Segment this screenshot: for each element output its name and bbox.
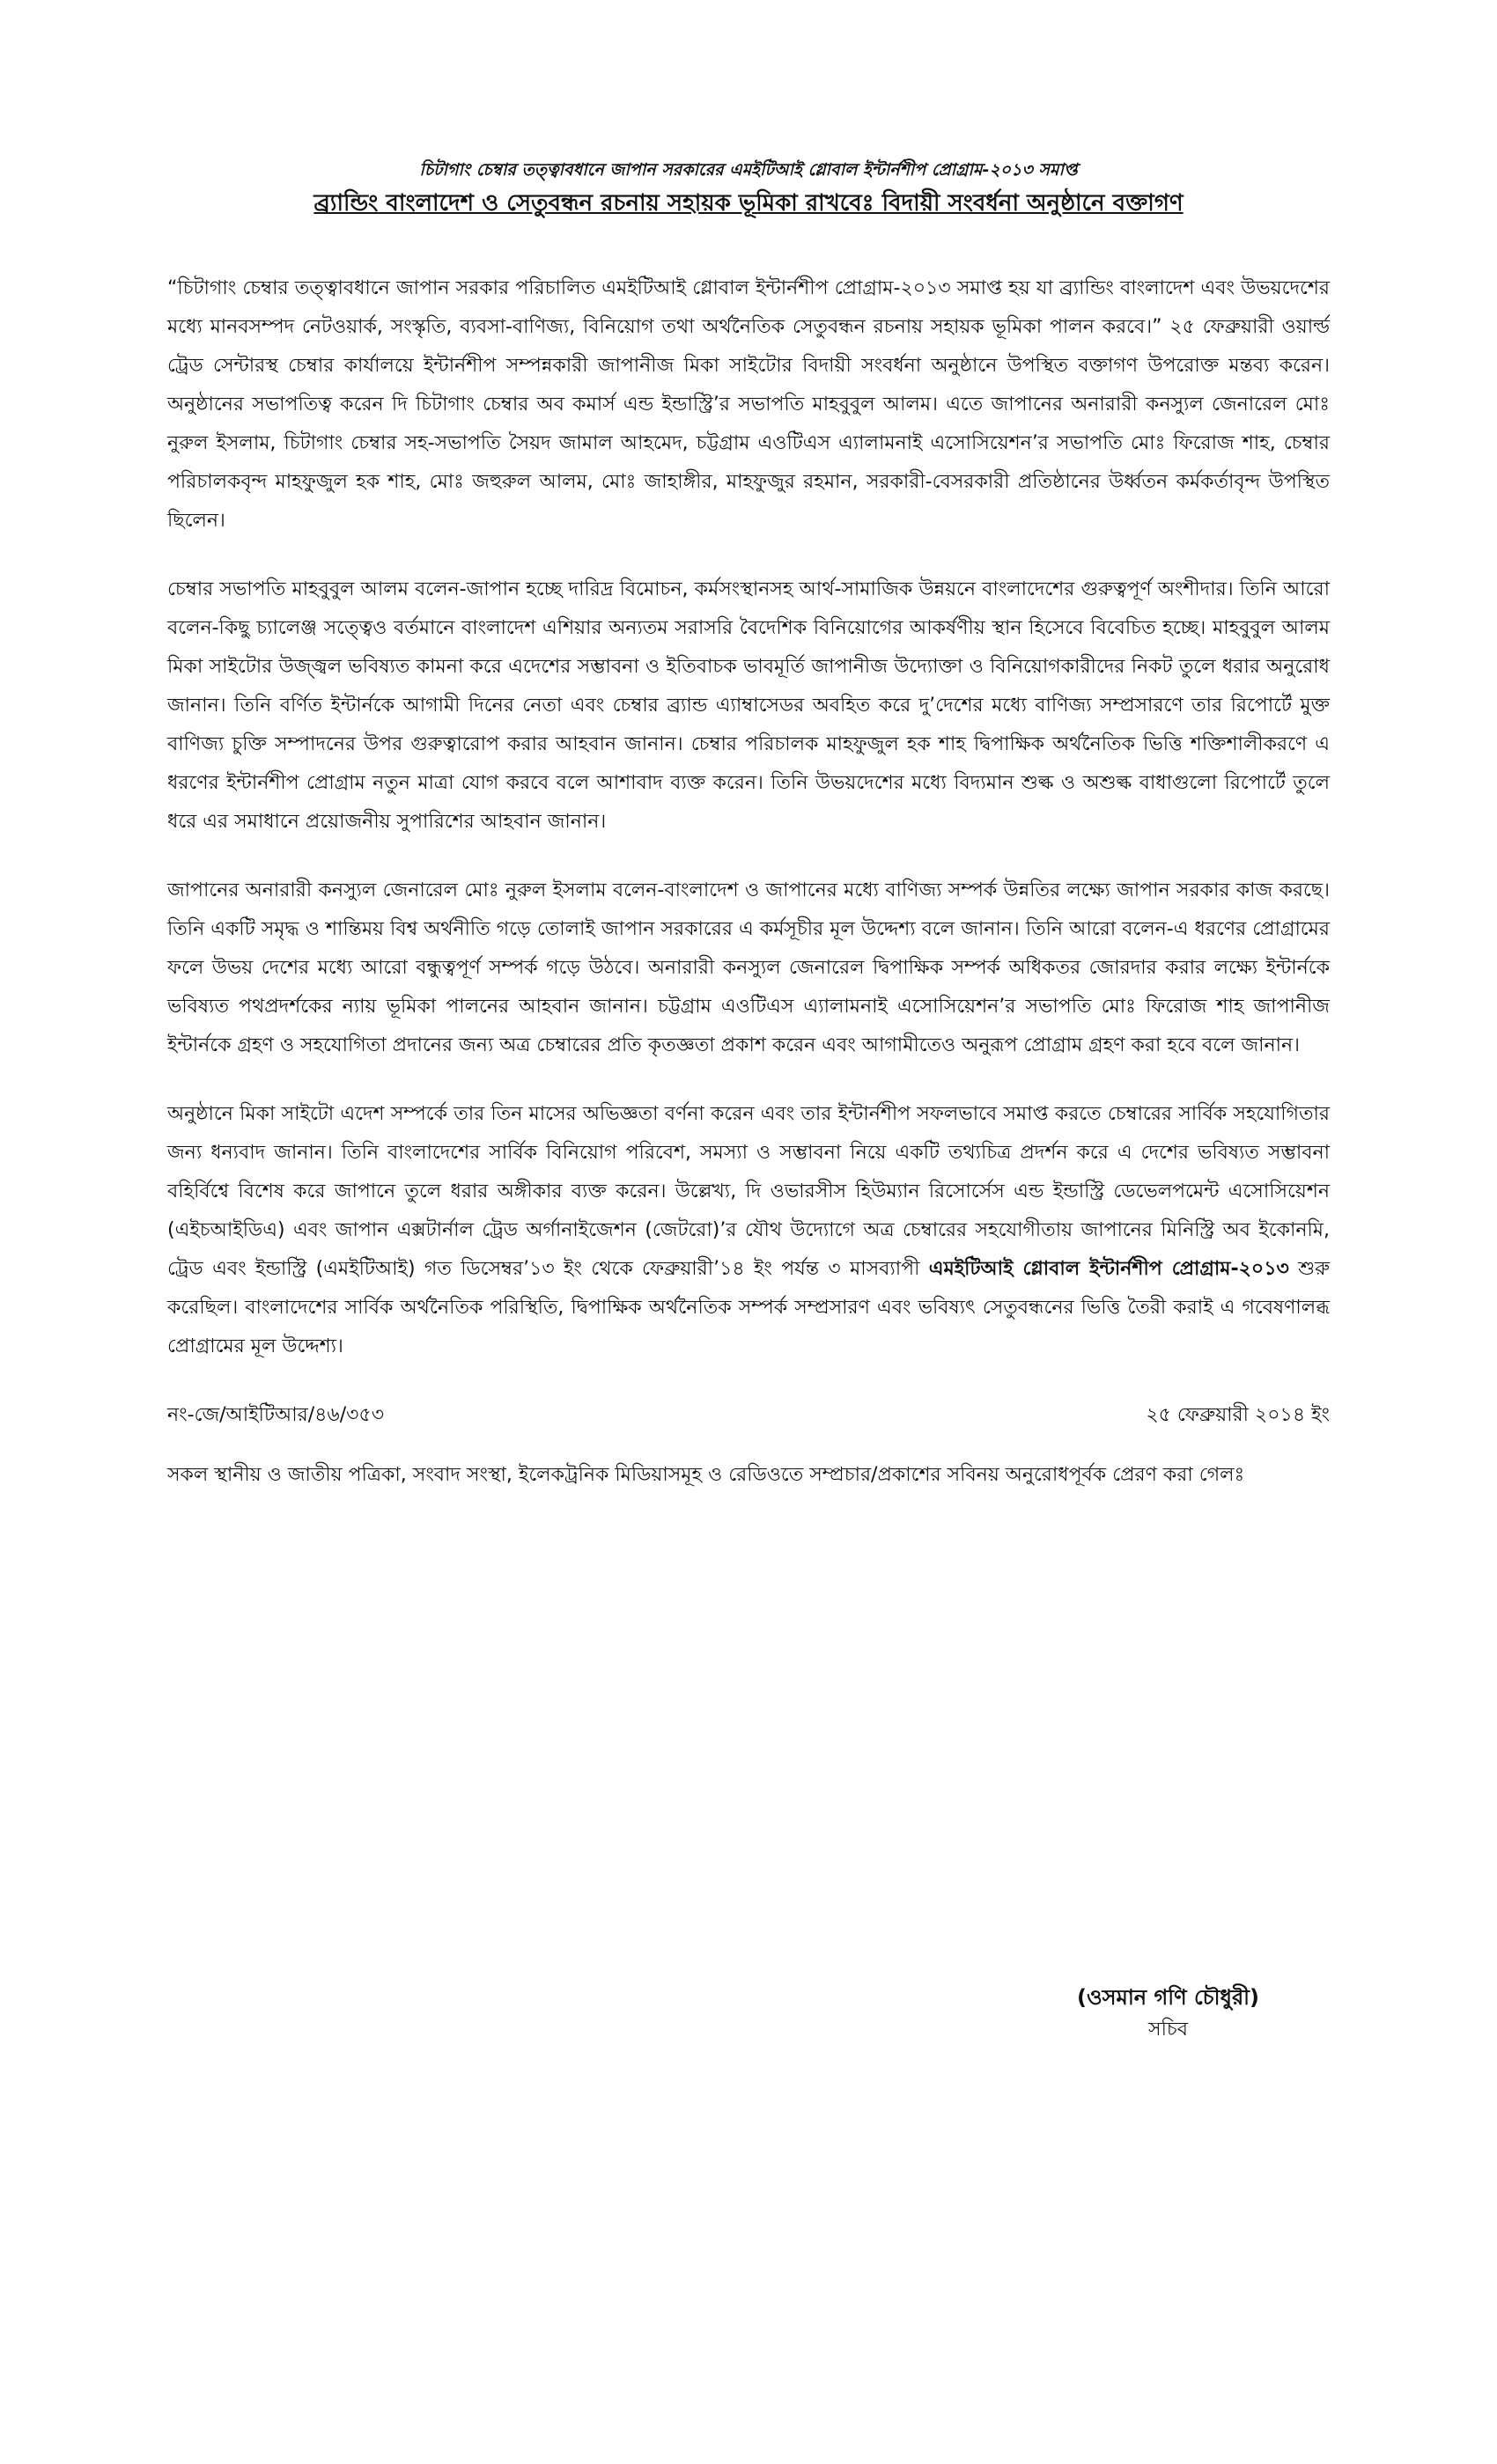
body-text — [167, 269, 1330, 1366]
paragraph-4-text-end: শুরু করেছিল। বাংলাদেশের সার্বিক অর্থনৈতিক পরিস্থিতি, দ্বিপাক্ষিক অর্থনৈতিক সম্পর্ক সম্প্রসারণ এবং ভবিষ্যৎ সেতুবন্ধনের ভিত্তি তৈরী করাই এ গবেষণালব্ধ প্রোগ্রামের মূল উদ্দেশ্য। — [167, 1258, 1330, 1357]
paragraph-4 — [167, 1095, 1330, 1366]
signature-block — [1077, 1981, 1259, 2046]
paragraph-4-text-start: অনুষ্ঠানে মিকা সাইটো এদেশ সম্পর্কে তার তিন মাসের অভিজ্ঞতা বর্ণনা করেন এবং তার ইন্টার্নশীপ সফলভাবে সমাপ্ত করতে চেম্বারের সার্বিক সহযোগিতার জন্য ধন্যবাদ জানান। তিনি বাংলাদেশের সার্বিক বিনিয়োগ পরিবেশ, সমস্যা ও সম্ভাবনা নিয়ে একটি তথ্যচিত্র প্রদর্শন করে এ দেশের ভবিষ্যত সম্ভাবনা বহির্বিশ্বে বিশেষ করে জাপানে তুলে ধরার অঙ্গীকার ব্যক্ত করেন। উল্লেখ্য, দি ওভারসীস হিউম্যান রিসোর্সেস এন্ড ইন্ডাস্ট্রি ডেভেলপমেন্ট এসোসিয়েশন (এইচআইডিএ) এবং জাপান এক্সটার্নাল ট্রেড অর্গানাইজেশন (জেটরো)’র যৌথ উদ্যোগে অত্র চেম্বারের সহযোগীতায় জাপানের মিনিস্ট্রি অব ইকোনমি, ট্রেড এবং ইন্ডাস্ট্রি (এমইটিআই) গত ডিসেম্বর’১৩ ইং থেকে ফেব্রুয়ারী’১৪ ইং পর্যন্ত ৩ মাসব্যাপী — [167, 1103, 1330, 1280]
subheading: চিটাগাং চেম্বার তত্ত্বাবধানে জাপান সরকারের এমইটিআই গ্লোবাল ইন্টার্নশীপ প্রোগ্রাম-২০১৩ সমাপ্ত — [419, 160, 1078, 180]
signatory-title: সচিব — [1148, 2019, 1188, 2041]
paragraph-3: জাপানের অনারারী কনস্যুল জেনারেল মোঃ নুরুল ইসলাম বলেন-বাংলাদেশ ও জাপানের মধ্যে বাণিজ্য সম্পর্ক উন্নতির লক্ষ্যে জাপান সরকার কাজ করছে। তিনি একটি সমৃদ্ধ ও শান্তিময় বিশ্ব অর্থনীতি গড়ে তোলাই জাপান সরকারের এ কর্মসূচীর মূল উদ্দেশ্য বলে জানান। তিনি আরো বলেন-এ ধরণের প্রোগ্রামের ফলে উভয় দেশের মধ্যে আরো বন্ধুত্বপূর্ণ সম্পর্ক গড়ে উঠবে। অনারারী কনস্যুল জেনারেল দ্বিপাক্ষিক সম্পর্ক অধিকতর জোরদার করার লক্ষ্যে ইন্টার্নকে ভবিষ্যত পথপ্রদর্শকের ন্যায় ভূমিকা পালনের আহবান জানান। চট্টগ্রাম এওটিএস এ্যালামনাই এসোসিয়েশন’র সভাপতি মোঃ ফিরোজ শাহ জাপানীজ ইন্টার্নকে গ্রহণ ও সহযোগিতা প্রদানের জন্য অত্র চেম্বারের প্রতি কৃতজ্ঞতা প্রকাশ করেন এবং আগামীতেও অনুরূপ প্রোগ্রাম গ্রহণ করা হবে বলে জানান। — [167, 879, 1330, 1056]
reference-number: নং-জে/আইটিআর/৪৬/৩৫৩ — [167, 1404, 384, 1426]
distribution-note: সকল স্থানীয় ও জাতীয় পত্রিকা, সংবাদ সংস্থা, ইলেকট্রনিক মিডিয়াসমূহ ও রেডিওতে সম্প্রচার/প্রকাশের সবিনয় অনুরোধপূর্বক প্রেরণ করা গেলঃ — [167, 1464, 1245, 1486]
release-date: ২৫ ফেব্রুয়ারী ২০১৪ ইং — [1146, 1404, 1330, 1426]
signatory-name: (ওসমান গণি চৌধুরী) — [1077, 1985, 1259, 2010]
paragraph-1: “চিটাগাং চেম্বার তত্ত্বাবধানে জাপান সরকার পরিচালিত এমইটিআই গ্লোবাল ইন্টার্নশীপ প্রোগ্রাম-২০১৩ সমাপ্ত হয় যা ব্র্যান্ডিং বাংলাদেশ এবং উভয়দেশের মধ্যে মানবসম্পদ নেটওয়ার্ক, সংস্কৃতি, ব্যবসা-বাণিজ্য, বিনিয়োগ তথা অর্থনৈতিক সেতুবন্ধন রচনায় সহায়ক ভূমিকা পালন করবে।” ২৫ ফেব্রুয়ারী ওয়ার্ল্ড ট্রেড সেন্টারস্থ চেম্বার কার্যালয়ে ইন্টার্নশীপ সম্পন্নকারী জাপানীজ মিকা সাইটোর বিদায়ী সংবর্ধনা অনুষ্ঠানে উপস্থিত বক্তাগণ উপরোক্ত মন্তব্য করেন। অনুষ্ঠানের সভাপতিত্ব করেন দি চিটাগাং চেম্বার অব কমার্স এন্ড ইন্ডাস্ট্রি’র সভাপতি মাহবুবুল আলম। এতে জাপানের অনারারী কনস্যুল জেনারেল মোঃ নুরুল ইসলাম, চিটাগাং চেম্বার সহ-সভাপতি সৈয়দ জামাল আহমেদ, চট্টগ্রাম এওটিএস এ্যালামনাই এসোসিয়েশন’র সভাপতি মোঃ ফিরোজ শাহ, চেম্বার পরিচালকবৃন্দ মাহফুজুল হক শাহ, মোঃ জহুরুল আলম, মোঃ জাহাঙ্গীর, মাহফুজুর রহমান, সরকারী-বেসরকারী প্রতিষ্ঠানের উর্ধ্বতন কর্মকর্তাবৃন্দ উপস্থিত ছিলেন। — [167, 277, 1330, 532]
program-name-bold: এমইটিআই গ্লোবাল ইন্টার্নশীপ প্রোগ্রাম-২০১৩ — [928, 1258, 1289, 1280]
paragraph-2: চেম্বার সভাপতি মাহবুবুল আলম বলেন-জাপান হচ্ছে দারিদ্র বিমোচন, কর্মসংস্থানসহ আর্থ-সামাজিক উন্নয়নে বাংলাদেশের গুরুত্বপূর্ণ অংশীদার। তিনি আরো বলেন-কিছু চ্যালেঞ্জ সত্ত্বেও বর্তমানে বাংলাদেশ এশিয়ার অন্যতম সরাসরি বৈদেশিক বিনিয়োগের আকর্ষণীয় স্থান হিসেবে বিবেচিত হচ্ছে। মাহবুবুল আলম মিকা সাইটোর উজ্জ্বল ভবিষ্যত কামনা করে এদেশের সম্ভাবনা ও ইতিবাচক ভাবমূর্তি জাপানীজ উদ্যোক্তা ও বিনিয়োগকারীদের নিকট তুলে ধরার অনুরোধ জানান। তিনি বর্ণিত ইন্টার্নকে আগামী দিনের নেতা এবং চেম্বার ব্র্যান্ড এ্যাম্বাসেডর অবহিত করে দু’দেশের মধ্যে বাণিজ্য সম্প্রসারণে তার রিপোর্টে মুক্ত বাণিজ্য চুক্তি সম্পাদনের উপর গুরুত্বারোপ করার আহবান জানান। চেম্বার পরিচালক মাহফুজুল হক শাহ দ্বিপাক্ষিক অর্থনৈতিক ভিত্তি শক্তিশালীকরণে এ ধরণের ইন্টার্নশীপ প্রোগ্রাম নতুন মাত্রা যোগ করবে বলে আশাবাদ ব্যক্ত করেন। তিনি উভয়দেশের মধ্যে বিদ্যমান শুল্ক ও অশুল্ক বাধাগুলো রিপোর্টে তুলে ধরে এর সমাধানে প্রয়োজনীয় সুপারিশের আহবান জানান। — [167, 578, 1330, 833]
reference-row — [167, 1396, 1330, 1435]
headline: ব্র্যান্ডিং বাংলাদেশ ও সেতুবন্ধন রচনায় সহায়ক ভূমিকা রাখবেঃ বিদায়ী সংবর্ধনা অনুষ্ঠানে বক্তাগণ — [313, 190, 1184, 217]
